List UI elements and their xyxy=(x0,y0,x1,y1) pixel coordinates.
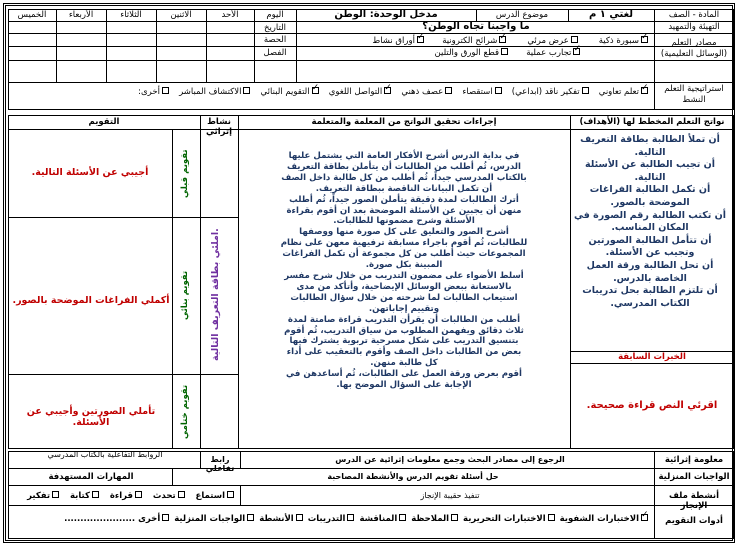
tool-activities-checkbox[interactable] xyxy=(296,514,303,521)
tool-other[interactable]: أخرى xyxy=(138,514,171,524)
assessment-tools-label: أدوات التقويم xyxy=(665,516,723,526)
procedure-paragraph: أسلط الأضواء على مضمون التدريب من خلال شرح مفسر بالاستعانة ببعض الوسائل الإيضاحية، وأتأكد من مدى استيعاب الطالبات لما شرحته من خلال سؤال الطالبات وتقييم إجاباتهن. xyxy=(284,270,524,314)
tool-written-tests[interactable]: الاختبارات التحريرية xyxy=(463,514,557,524)
objective-item: أن تحل الطالبة ورقة العمل الخاصة بالدرس. xyxy=(586,259,714,284)
strategy-critical[interactable]: تفكير ناقد (ابداعي) xyxy=(512,87,591,97)
resource-experiments[interactable]: ✓تجارب عملية xyxy=(526,48,582,58)
resource-smartboard-checkbox[interactable] xyxy=(641,36,648,43)
skills-label: المهارات المستهدفة xyxy=(48,472,134,482)
prior-knowledge-value: اقرئي النص قراءة صحيحة. xyxy=(586,400,718,411)
tool-written-tests-checkbox[interactable] xyxy=(548,514,555,521)
objective-item: أن تكمل الطالبة الفراغات الموضحة بالصور. xyxy=(589,184,711,208)
tool-activities[interactable]: الأنشطة xyxy=(259,514,305,524)
portfolio-label: أنشطة ملف الإنجاز xyxy=(668,491,719,511)
skill-reading-checkbox[interactable] xyxy=(135,491,142,498)
procedures-header: إجراءات تحقيق النواتج من المعلمة والمتعلمة xyxy=(311,117,497,127)
tool-discussion-checkbox[interactable] xyxy=(399,514,406,521)
resource-video-checkbox[interactable] xyxy=(571,36,578,43)
day-tuesday: الثلاثاء xyxy=(120,10,142,20)
subject-label: المادة - الصف xyxy=(668,10,720,20)
eval-text-formative: أكملي الفراغات الموضحة بالصور. xyxy=(12,295,170,306)
strategy-label: استراتيجية التعلم النشط xyxy=(664,84,724,105)
procedure-paragraph: أطلب من الطالبات أن يقرأن التدريب قراءة صامتة لمدة ثلاث دقائق ويفهمن المطلوب من سياق التدريب، ثُم أقوم بتنسيق التدريب على شكل مسرحية تربوية يشترك فيها بعض من الطالبات داخل الصف وأقوم بالتعقيب على أداء كل طالبة منهن. xyxy=(284,314,524,369)
procedure-paragraph: أقوم بعرض ورقة العمل على الطالبات، ثُم أساعدهن في الإجابة على السؤال الموضح بها. xyxy=(286,369,522,391)
tool-oral-tests[interactable]: ✓الاختبارات الشفوية xyxy=(560,514,650,524)
resource-slides-checkbox[interactable] xyxy=(499,36,506,43)
tool-discussion[interactable]: المناقشة xyxy=(359,514,408,524)
period-label: الحصة xyxy=(263,35,287,45)
day-label: اليوم xyxy=(266,10,284,20)
resource-paper-clay-checkbox[interactable] xyxy=(501,48,508,55)
strategy-discovery-checkbox[interactable] xyxy=(243,87,250,94)
objective-item: أن تكتب الطالبة رقم الصورة في المكان المناسب. xyxy=(574,209,726,234)
skill-thinking-checkbox[interactable] xyxy=(52,491,59,498)
portfolio-value: تنفيذ حقيبة الإنجاز xyxy=(420,491,480,500)
day-wednesday: الأربعاء xyxy=(68,10,94,20)
resources-label: مصادر التعلم (الوسائل التعليمية) xyxy=(660,38,728,59)
tool-homework-checkbox[interactable] xyxy=(247,514,254,521)
skill-writing[interactable]: كتابة xyxy=(70,491,101,501)
enrichment-info-value: الرجوع إلى مصادر البحث وجمع معلومات إثرائية عن الدرس xyxy=(335,455,565,464)
tool-exercises[interactable]: التدريبات xyxy=(308,514,357,524)
skills-row xyxy=(12,491,236,501)
strategy-cooperative[interactable]: ✓تعلم تعاوني xyxy=(599,87,650,97)
procedure-paragraph: في بداية الدرس أشرح الأفكار العامة التي يشتمل عليها الدرس، ثُم أطلب من الطالبات أن يتأملن بطاقة التعريف بالكتاب المدرسي جيداً، ثُم أطلب من كل طالبة داخل الصف أن تكمل البيانات الناقصة ببطاقة التعريف. xyxy=(281,151,527,194)
resource-paper-clay[interactable]: قطع الورق والتلين xyxy=(435,48,510,58)
day-thursday: الخميس xyxy=(17,10,47,20)
homework-value: حل أسئلة تقويم الدرس والأنشطة المصاحبة xyxy=(327,472,499,481)
tool-observation[interactable]: الملاحظة xyxy=(411,514,460,524)
prior-knowledge-label: الخبرات السابقة xyxy=(618,352,686,362)
day-monday: الاثنين xyxy=(170,10,192,20)
objective-item: أن تلتزم الطالبة بحل تدريبات الكتاب المدرسي. xyxy=(582,285,718,309)
enrichment-info-label: معلومة إثرائية xyxy=(664,455,724,465)
activity-header: نشاط إثرائي xyxy=(205,117,233,137)
eval-text-pre: أجيبي عن الأسئلة التالية. xyxy=(31,167,149,178)
unit-title: مدخل الوحدة: الوطن xyxy=(334,9,438,20)
strategy-critical-checkbox[interactable] xyxy=(582,87,589,94)
strategy-brainstorm[interactable]: عصف ذهني xyxy=(401,87,454,97)
eval-text-final: تأملي الصورتين وأجيبي عن الأسئلة. xyxy=(26,406,156,428)
resource-slides[interactable]: ✓شرائح الكترونية xyxy=(442,36,508,46)
interactive-link-label: رابط تفاعلي xyxy=(205,455,235,473)
objectives-header: نواتج التعلم المخطط لها (الأهداف) xyxy=(579,117,725,127)
strategy-brainstorm-checkbox[interactable] xyxy=(445,87,452,94)
strategy-language-checkbox[interactable] xyxy=(384,87,391,94)
tool-homework[interactable]: الواجبات المنزلية xyxy=(174,514,256,524)
resource-smartboard[interactable]: ✓سبورة ذكية xyxy=(599,36,650,46)
eval-type-final: تقويم ختامي xyxy=(180,384,190,440)
skill-speaking[interactable]: تحدث xyxy=(153,491,187,501)
resource-experiments-checkbox[interactable] xyxy=(573,48,580,55)
skill-listening-checkbox[interactable] xyxy=(227,491,234,498)
tool-observation-checkbox[interactable] xyxy=(451,514,458,521)
strategy-language[interactable]: ✓التواصل اللغوي xyxy=(329,87,394,97)
strategy-other-checkbox[interactable] xyxy=(162,87,169,94)
strategies-row xyxy=(12,87,650,98)
tool-other-blank[interactable]: ...................... xyxy=(64,514,136,524)
strategy-other[interactable]: أخرى: xyxy=(138,87,171,97)
resource-video[interactable]: عرض مرئي xyxy=(527,36,579,46)
strategy-formative[interactable]: ✓التقويم البنائي xyxy=(261,87,321,97)
day-sunday: الأحد xyxy=(221,10,239,20)
skill-listening[interactable]: استماع xyxy=(196,491,236,501)
strategy-formative-checkbox[interactable] xyxy=(312,87,319,94)
strategy-cooperative-checkbox[interactable] xyxy=(641,87,648,94)
objective-item: أن تملأ الطالبة بطاقة التعريف التالية. xyxy=(580,134,720,158)
resource-worksheets[interactable]: ✓أوراق نشاط xyxy=(372,36,426,46)
subject-value: لغتي ١ م xyxy=(588,9,633,20)
objective-item: أن تتأمل الطالبة الصورتين وتجيب عن الأسئلة. xyxy=(588,234,712,259)
tool-other-checkbox[interactable] xyxy=(162,514,169,521)
procedures-text xyxy=(280,151,528,391)
tool-oral-tests-checkbox[interactable] xyxy=(641,514,648,521)
strategy-inquiry-checkbox[interactable] xyxy=(495,87,502,94)
lesson-topic-label: موضوع الدرس xyxy=(495,10,549,20)
strategy-discovery[interactable]: الاكتشاف المباشر xyxy=(179,87,252,97)
resource-worksheets-checkbox[interactable] xyxy=(417,36,424,43)
class-label: الفصل xyxy=(263,48,287,58)
objectives-list xyxy=(574,134,726,310)
evaluation-header: التقويم xyxy=(88,117,120,127)
skill-reading[interactable]: قراءة xyxy=(110,491,144,501)
tool-exercises-checkbox[interactable] xyxy=(347,514,354,521)
skill-writing-checkbox[interactable] xyxy=(92,491,99,498)
resources-row-2 xyxy=(300,48,650,59)
skill-thinking[interactable]: تفكير xyxy=(27,491,61,501)
procedure-paragraph: أترك الطالبات لمدة دقيقة يتأملن الصور جيداً، ثُم أطلب منهن أن يجبين عن الأسئلة الموضحة بعد ان أقوم بقراءة الأسئلة وشرح مضمونها للطالبات. xyxy=(286,194,522,227)
eval-type-formative: تقويم بنائي xyxy=(180,270,190,320)
eval-type-pre: تقويم قبلي xyxy=(180,149,190,199)
assessment-tools-row xyxy=(12,514,650,524)
homework-label: الواجبات المنزلية xyxy=(658,472,730,482)
objective-item: أن تجيب الطالبة عن الأسئلة التالية. xyxy=(584,159,716,183)
skill-speaking-checkbox[interactable] xyxy=(178,491,185,498)
strategy-inquiry[interactable]: استقصاء xyxy=(462,87,503,97)
interactive-link-value[interactable]: الروابط التفاعلية بالكتاب المدرسي xyxy=(47,450,163,459)
date-label: التاريخ xyxy=(263,23,287,33)
enrichment-activity: املئي بطاقة التعريف التالية. xyxy=(210,228,221,362)
intro-label: التهيئة والتمهيد xyxy=(668,22,720,32)
procedure-paragraph: أشرح الصور والتعليق على كل صورة منها ووصفها للطالبات، ثُم أقوم باجراء مسابقة ترفيهية معهن على نظام المجموعات حيث أطلب من كل مجموعة أن تكمل الفراغات المبينة بكل صورة. xyxy=(280,227,528,271)
intro-question: ما واجبنا تجاه الوطن؟ xyxy=(422,21,530,32)
resources-row-1 xyxy=(300,36,650,47)
